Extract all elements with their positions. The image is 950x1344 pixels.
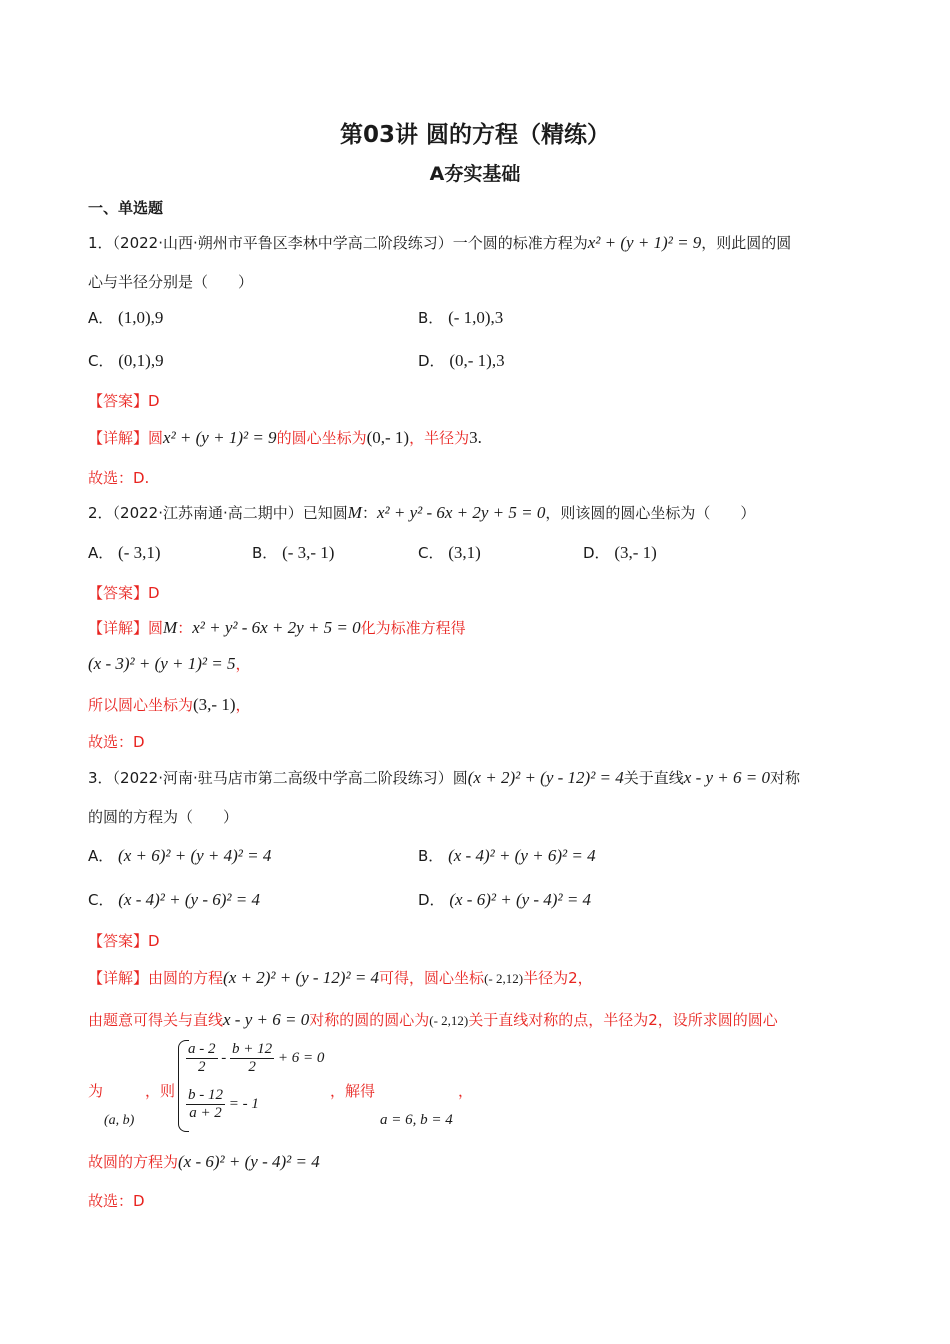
q2-option-d[interactable]: D． (3,- 1)	[583, 543, 657, 562]
q3-solution-values: a = 6, b = 4	[380, 1112, 453, 1128]
q3-option-d[interactable]: D． (x - 6)² + (y - 4)² = 4	[418, 890, 592, 909]
q3-detail-line3-prefix: 为	[88, 1082, 104, 1100]
q2-detail-line2: (x - 3)² + (y + 1)² = 5，	[88, 654, 251, 673]
q3-stem-line2: 的圆的方程为（ ）	[88, 808, 239, 826]
q3-center-ab: (a, b)	[104, 1113, 135, 1128]
q2-stem: 2．（2022·江苏南通·高二期中）已知圆M：x² + y² - 6x + 2y + 5 = 0，则该圆的圆心坐标为（ ）	[88, 503, 756, 522]
q3-option-c[interactable]: C． (x - 4)² + (y - 6)² = 4	[88, 890, 260, 909]
q1-option-d[interactable]: D． (0,- 1),3	[418, 351, 505, 370]
q1-option-c[interactable]: C． (0,1),9	[88, 351, 164, 370]
system-equation-1: $\frac{a - 2}{2}$ - $\frac{b + 12}{2}$ + 6 = 0	[188, 1041, 325, 1075]
q1-option-b[interactable]: B． (- 1,0),3	[418, 308, 504, 327]
q2-option-a[interactable]: A． (- 3,1)	[88, 543, 161, 562]
q1-stem-line2: 心与半径分别是（ ）	[88, 273, 254, 291]
q1-stem-line1: 1．（2022·山西·朔州市平鲁区李林中学高二阶段练习）一个圆的标准方程为x² + (y + 1)² = 9，则此圆的圆	[88, 233, 792, 252]
q1-detail: 【详解】圆x² + (y + 1)² = 9的圆心坐标为(0,- 1)，半径为3.	[88, 428, 482, 447]
page-subtitle: A夯实基础	[429, 163, 521, 185]
q2-conclusion: 故选：D	[88, 733, 145, 751]
q2-detail: 【详解】圆M：x² + y² - 6x + 2y + 5 = 0化为标准方程得	[88, 618, 466, 637]
q3-option-a[interactable]: A． (x + 6)² + (y + 4)² = 4	[88, 846, 272, 865]
q3-stem-line1: 3．（2022·河南·驻马店市第二高级中学高二阶段练习）圆(x + 2)² + (y - 12)² = 4关于直线x - y + 6 = 0对称	[88, 768, 801, 787]
section-heading: 一、单选题	[88, 199, 164, 217]
q1-option-a[interactable]: A． (1,0),9	[88, 308, 164, 327]
page-title: 第03讲 圆的方程（精练）	[339, 122, 610, 148]
q1-conclusion: 故选：D.	[88, 469, 150, 487]
q3-detail-solve: ，解得	[330, 1082, 376, 1100]
q1-answer: 【答案】D	[88, 392, 160, 410]
q3-detail-line2: 由题意可得关与直线x - y + 6 = 0对称的圆的圆心为(- 2,12)关于直线对称的点，半径为2，设所求圆的圆心	[88, 1010, 778, 1029]
q2-option-b[interactable]: B． (- 3,- 1)	[252, 543, 335, 562]
q2-option-c[interactable]: C． (3,1)	[418, 543, 481, 562]
q3-detail-line3-then: ，则	[145, 1082, 176, 1100]
q3-conclusion: 故选：D	[88, 1192, 145, 1210]
q3-option-b[interactable]: B． (x - 4)² + (y + 6)² = 4	[418, 846, 596, 865]
q3-detail: 【详解】由圆的方程(x + 2)² + (y - 12)² = 4可得，圆心坐标(- 2,12)半径为2，	[88, 968, 593, 987]
q3-answer: 【答案】D	[88, 932, 160, 950]
q3-detail-line3-end: ，	[458, 1082, 474, 1100]
system-equation-2: $\frac{b - 12}{a + 2}$ = - 1	[188, 1087, 259, 1121]
q2-detail-line3: 所以圆心坐标为(3,- 1)，	[88, 695, 251, 714]
q2-answer: 【答案】D	[88, 584, 160, 602]
q3-detail-line4: 故圆的方程为(x - 6)² + (y - 4)² = 4	[88, 1152, 320, 1171]
